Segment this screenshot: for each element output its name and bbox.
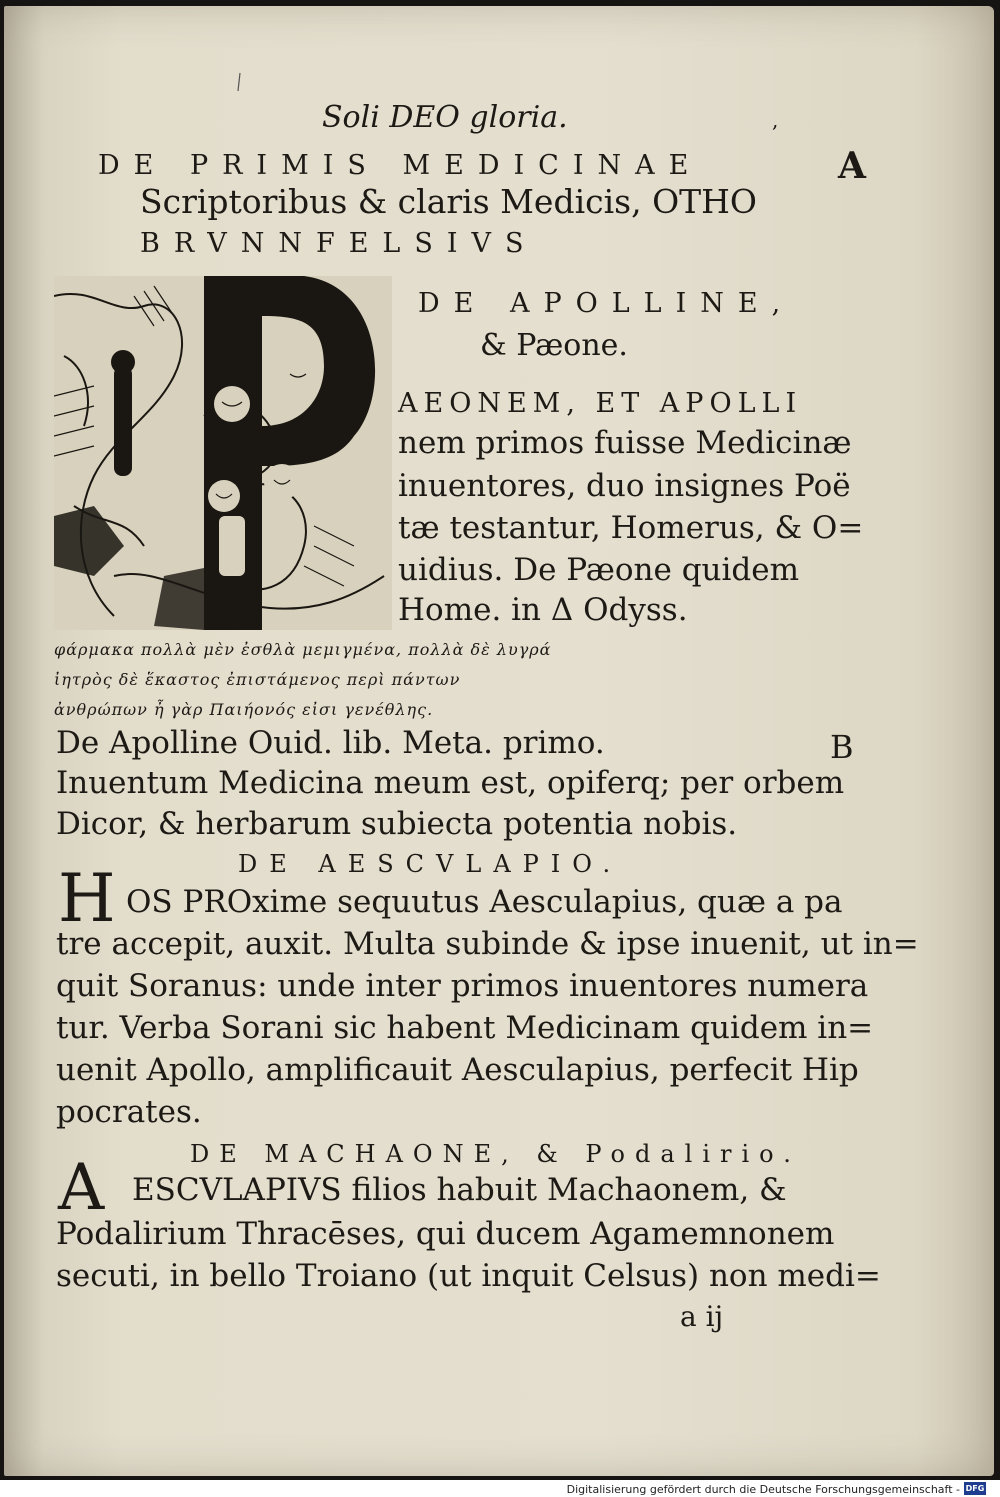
section-2-line: tur. Verba Sorani sic habent Medicinam quidem in= xyxy=(56,1010,874,1046)
dfg-logo[interactable]: DFG xyxy=(965,1484,985,1493)
margin-letter-a: A xyxy=(838,145,866,187)
section-2-line: quit Soranus: unde inter primos inuentores numera xyxy=(56,968,869,1004)
section-1-line: uidius. De Pæone quidem xyxy=(398,552,800,588)
section-2-line: tre accepit, auxit. Multa subinde & ipse inuenit, ut in= xyxy=(56,926,919,962)
section-1-subheading: & Pæone. xyxy=(480,328,628,363)
section-2-line: pocrates. xyxy=(56,1094,202,1130)
section-3-line: secuti, in bello Troiano (ut inquit Celsus) non medi= xyxy=(56,1258,881,1294)
page-mark: , xyxy=(772,108,779,132)
pencil-mark xyxy=(236,72,242,92)
greek-quote-line: ἀνθρώπων ἦ γὰρ Παιήονός εἰσι γενέθλης. xyxy=(54,700,434,719)
section-3-line: Podalirium Thracēses, qui ducem Agamemnonem xyxy=(56,1216,835,1252)
section-1-line: Home. in Δ Odyss. xyxy=(398,592,688,628)
drop-cap-h: H xyxy=(58,860,116,937)
section-1-heading: DE APOLLINE, xyxy=(418,288,795,319)
signature-mark: a ij xyxy=(680,1300,724,1333)
section-1-line: inuentores, duo insignes Poë xyxy=(398,468,851,504)
section-2-line: OS PROxime sequutus Aesculapius, quæ a pa xyxy=(126,884,843,920)
section-2-line: uenit Apollo, amplificauit Aesculapius, perfecit Hip xyxy=(56,1052,859,1088)
section-1-line: tæ testantur, Homerus, & O= xyxy=(398,510,864,546)
dfg-credit: Digitalisierung gefördert durch die Deutsche Forschungsgemeinschaft - xyxy=(566,1483,960,1496)
running-head: Soli DEO gloria. xyxy=(322,100,568,135)
title-line-2: Scriptoribus & claris Medicis, OTHO xyxy=(140,182,757,221)
greek-quote-line: ἰητρὸς δὲ ἕκαστος ἐπιστάμενος περὶ πάντων xyxy=(54,670,461,689)
margin-letter-b: B xyxy=(830,728,854,766)
ovid-line: Dicor, & herbarum subiecta potentia nobis. xyxy=(56,806,738,842)
section-3-heading: DE MACHAONE, & Podalirio. xyxy=(190,1140,801,1168)
section-1-line: nem primos fuisse Medicinæ xyxy=(398,425,852,461)
drop-cap-a: A xyxy=(58,1151,105,1225)
ovid-line: Inuentum Medicina meum est, opiferq; per orbem xyxy=(56,765,845,801)
section-1-line: AEONEM, ET APOLLI xyxy=(398,388,803,419)
section-2-heading: DE AESCVLAPIO. xyxy=(238,850,623,878)
greek-quote-line: φάρμακα πολλὰ μὲν ἐσθλὰ μεμιγμένα, πολλὰ δὲ λυγρά xyxy=(54,640,552,659)
title-line-1: DE PRIMIS MEDICINAE xyxy=(98,150,703,181)
title-line-3: BRVNNFELSIVS xyxy=(140,228,538,259)
woodcut-initial-p xyxy=(54,276,392,630)
section-3-line: ESCVLAPIVS filios habuit Machaonem, & xyxy=(132,1172,787,1208)
ovid-heading: De Apolline Ouid. lib. Meta. primo. xyxy=(56,725,605,761)
